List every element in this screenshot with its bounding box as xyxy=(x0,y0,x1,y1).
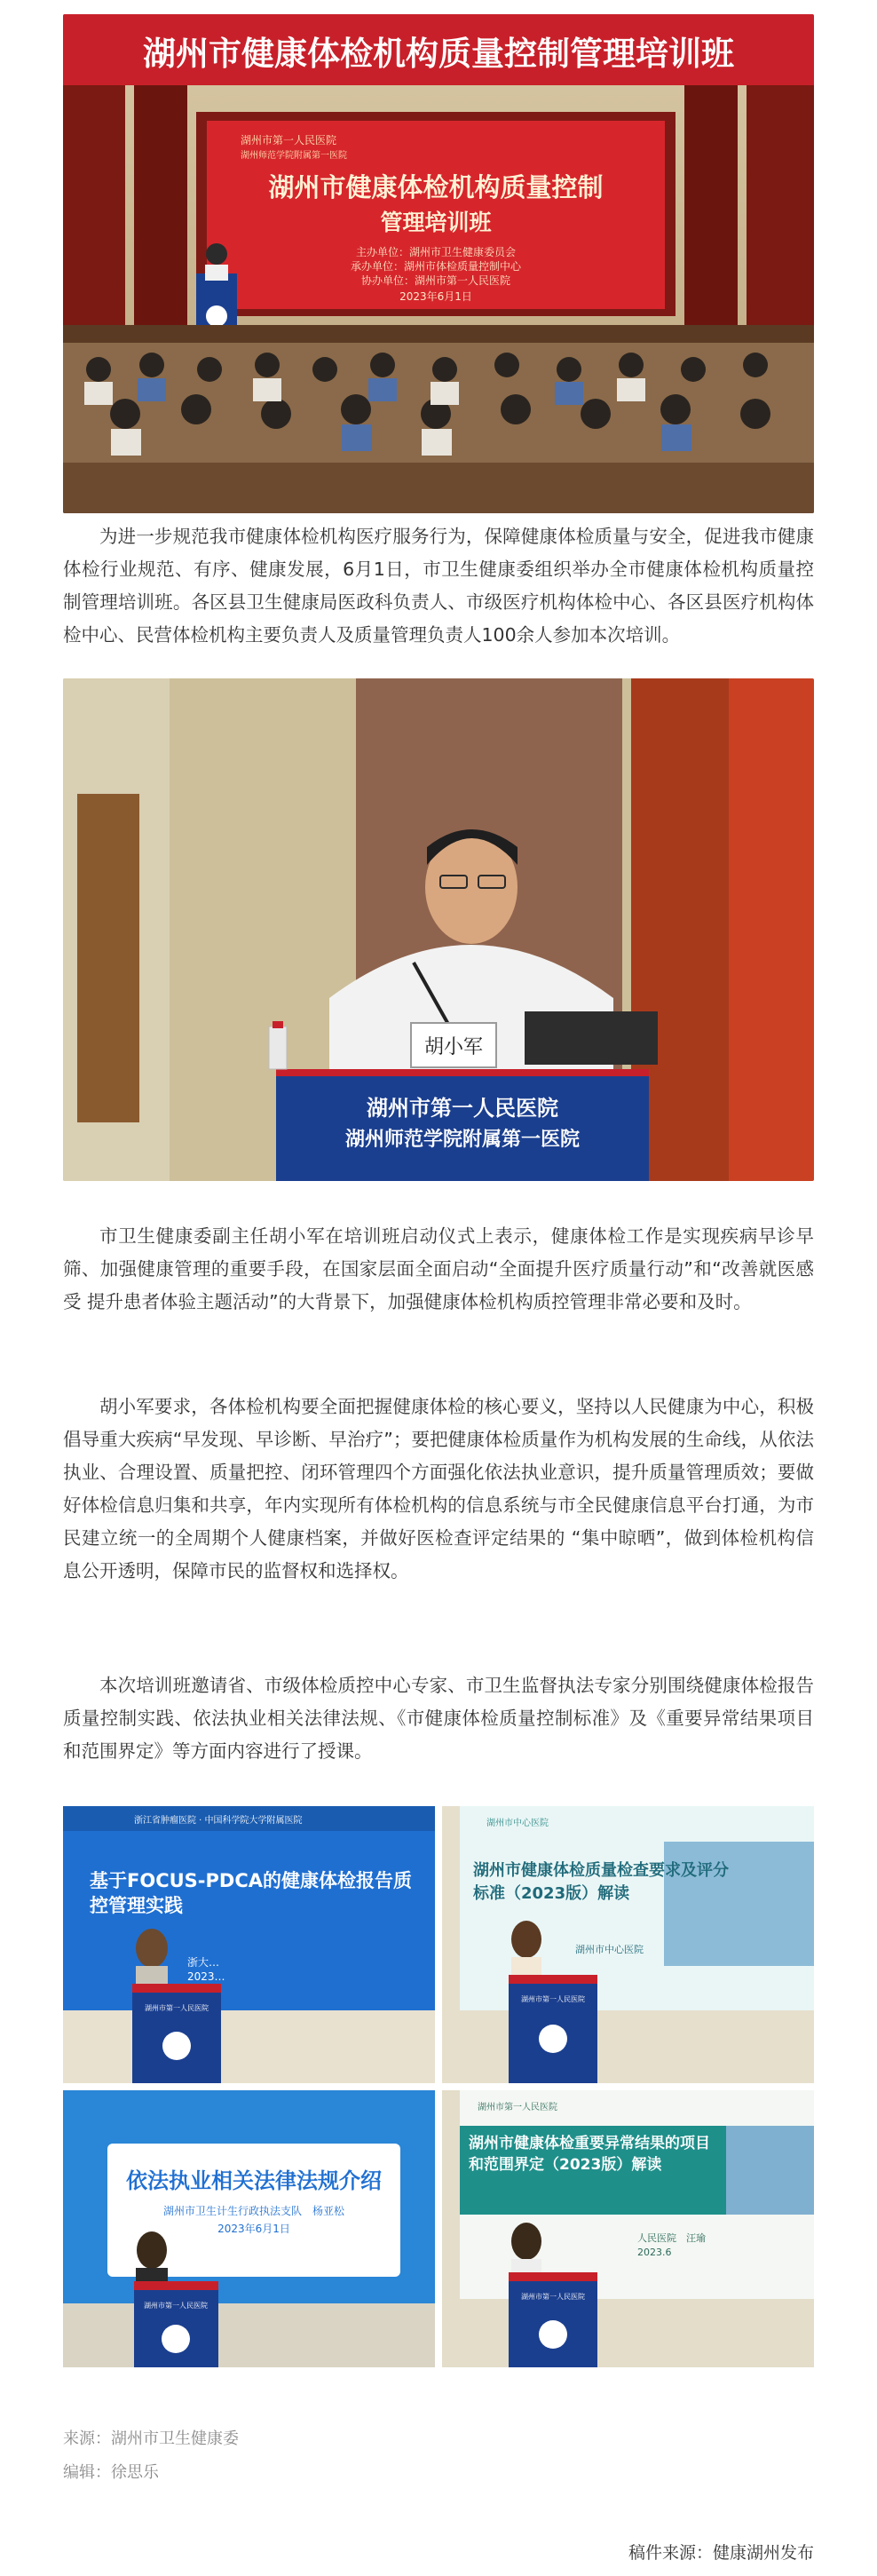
name-card-text: 胡小军 xyxy=(423,1036,484,1058)
speaker-photo xyxy=(63,678,814,1181)
slide-title: 依法执业相关法律法规介绍 xyxy=(126,2168,382,2193)
intro-paragraph: 为进一步规范我市健康体检机构医疗服务行为，保障健康体检质量与安全，促进我市健康体检行业规范、有序、健康发展，6月1日，市卫生健康委组织举办全市健康体检机构质量控制管理培训班。各区县卫生健康局医政科负责人、市级医疗机构体检中心、各区县医疗机构体检中心、民营体检机构主要负责人及质量管理负责人100余人参加本次培训。 xyxy=(63,526,814,646)
lecture-photo-3 xyxy=(63,2090,435,2367)
screen-title-line2: 管理培训班 xyxy=(380,210,492,235)
paragraph-requirements: 胡小军要求，各体检机构要全面把握健康体检的核心要义，坚持以人民健康为中心，积极倡导重大疾病“早发现、早诊断、早治疗”；要把健康体检质量作为机构发展的生命线，从依法执业、合理设置、质量把控、闭环管理四个方面强化依法执业意识，提升质量管理质效；要做好体检信息归集和共享，年内实现所有体检机构的信息系统与市全民健康信息平台打通，为市民建立统一的全周期个人健康档案，并做好医检查评定结果的 “集中晾晒”，做到体检机构信息公开透明，保障市民的监督权和选择权。 xyxy=(63,1396,814,1581)
slide-header: 湖州市中心医院 xyxy=(486,1819,549,1828)
audience xyxy=(63,343,814,513)
slide-title: 基于FOCUS-PDCA的健康体检报告质控管理实践 xyxy=(90,1870,412,1916)
slide-date: 2023年6月1日 xyxy=(217,2223,290,2235)
podium-label: 湖州市第一人民医院 xyxy=(144,2302,208,2310)
podium xyxy=(276,1069,649,1181)
slide-title: 湖州市健康体检重要异常结果的项目和范围界定（2023版）解读 xyxy=(469,2135,710,2174)
screen-logo-line2: 湖州师范学院附属第一医院 xyxy=(241,151,347,161)
slide-speaker: 浙大… xyxy=(187,1956,220,1969)
slide-speaker: 人民医院 汪瑜 xyxy=(637,2232,706,2244)
paragraph-opening-remarks: 市卫生健康委副主任胡小军在培训班启动仪式上表示，健康体检工作是实现疾病早诊早筛、加强健康管理的重要手段，在国家层面全面启动“全面提升医疗质量行动”和“改善就医感受 提升患者体验主题活动”的大背景下，加强健康体检机构质控管理非常必要和及时。 xyxy=(63,1225,814,1312)
conference-hall-photo xyxy=(63,14,814,513)
banner-text: 湖州市健康体检机构质量控制管理培训班 xyxy=(143,35,734,73)
lecture-photo-4 xyxy=(442,2090,814,2367)
podium-label: 湖州市第一人民医院 xyxy=(521,2293,585,2301)
podium-line2: 湖州师范学院附属第一医院 xyxy=(344,1129,581,1151)
slide-title: 湖州市健康体检质量检查要求及评分标准（2023版）解读 xyxy=(473,1861,729,1903)
screen-date: 2023年6月1日 xyxy=(399,290,472,303)
paragraph-training-content: 本次培训班邀请省、市级体检质控中心专家、市卫生监督执法专家分别围绕健康体检报告质量控制实践、依法执业相关法律法规、《市健康体检质量控制标准》及《重要异常结果项目和范围界定》等方面内容进行了授课。 xyxy=(63,1675,814,1762)
editor-credit: 编辑：徐思乐 xyxy=(63,2463,159,2482)
lecture-photo-2 xyxy=(442,1806,814,2083)
lecture-photo-1 xyxy=(63,1806,435,2083)
slide-header: 浙江省肿瘤医院 · 中国科学院大学附属医院 xyxy=(134,1816,303,1826)
podium-label: 湖州市第一人民医院 xyxy=(521,1995,585,2003)
slide-header: 湖州市第一人民医院 xyxy=(478,2103,557,2112)
screen-org2: 承办单位：湖州市体检质量控制中心 xyxy=(350,260,522,273)
slide-speaker: 湖州市中心医院 xyxy=(575,1944,644,1955)
podium-line1: 湖州市第一人民医院 xyxy=(367,1096,558,1121)
source-credit: 来源：湖州市卫生健康委 xyxy=(63,2429,239,2448)
slide-speaker: 湖州市卫生计生行政执法支队 杨亚松 xyxy=(162,2205,345,2217)
slide-date: 2023.6 xyxy=(637,2247,672,2258)
screen-logo-line1: 湖州市第一人民医院 xyxy=(241,134,337,147)
screen-org3: 协办单位：湖州市第一人民医院 xyxy=(360,274,511,287)
screen-title-line1: 湖州市健康体检机构质量控制 xyxy=(268,172,604,202)
podium-label: 湖州市第一人民医院 xyxy=(145,2004,209,2012)
slide-date: 2023… xyxy=(187,1970,225,1983)
manuscript-source: 稿件来源：健康湖州发布 xyxy=(628,2543,814,2563)
screen-org1: 主办单位：湖州市卫生健康委员会 xyxy=(355,246,517,258)
